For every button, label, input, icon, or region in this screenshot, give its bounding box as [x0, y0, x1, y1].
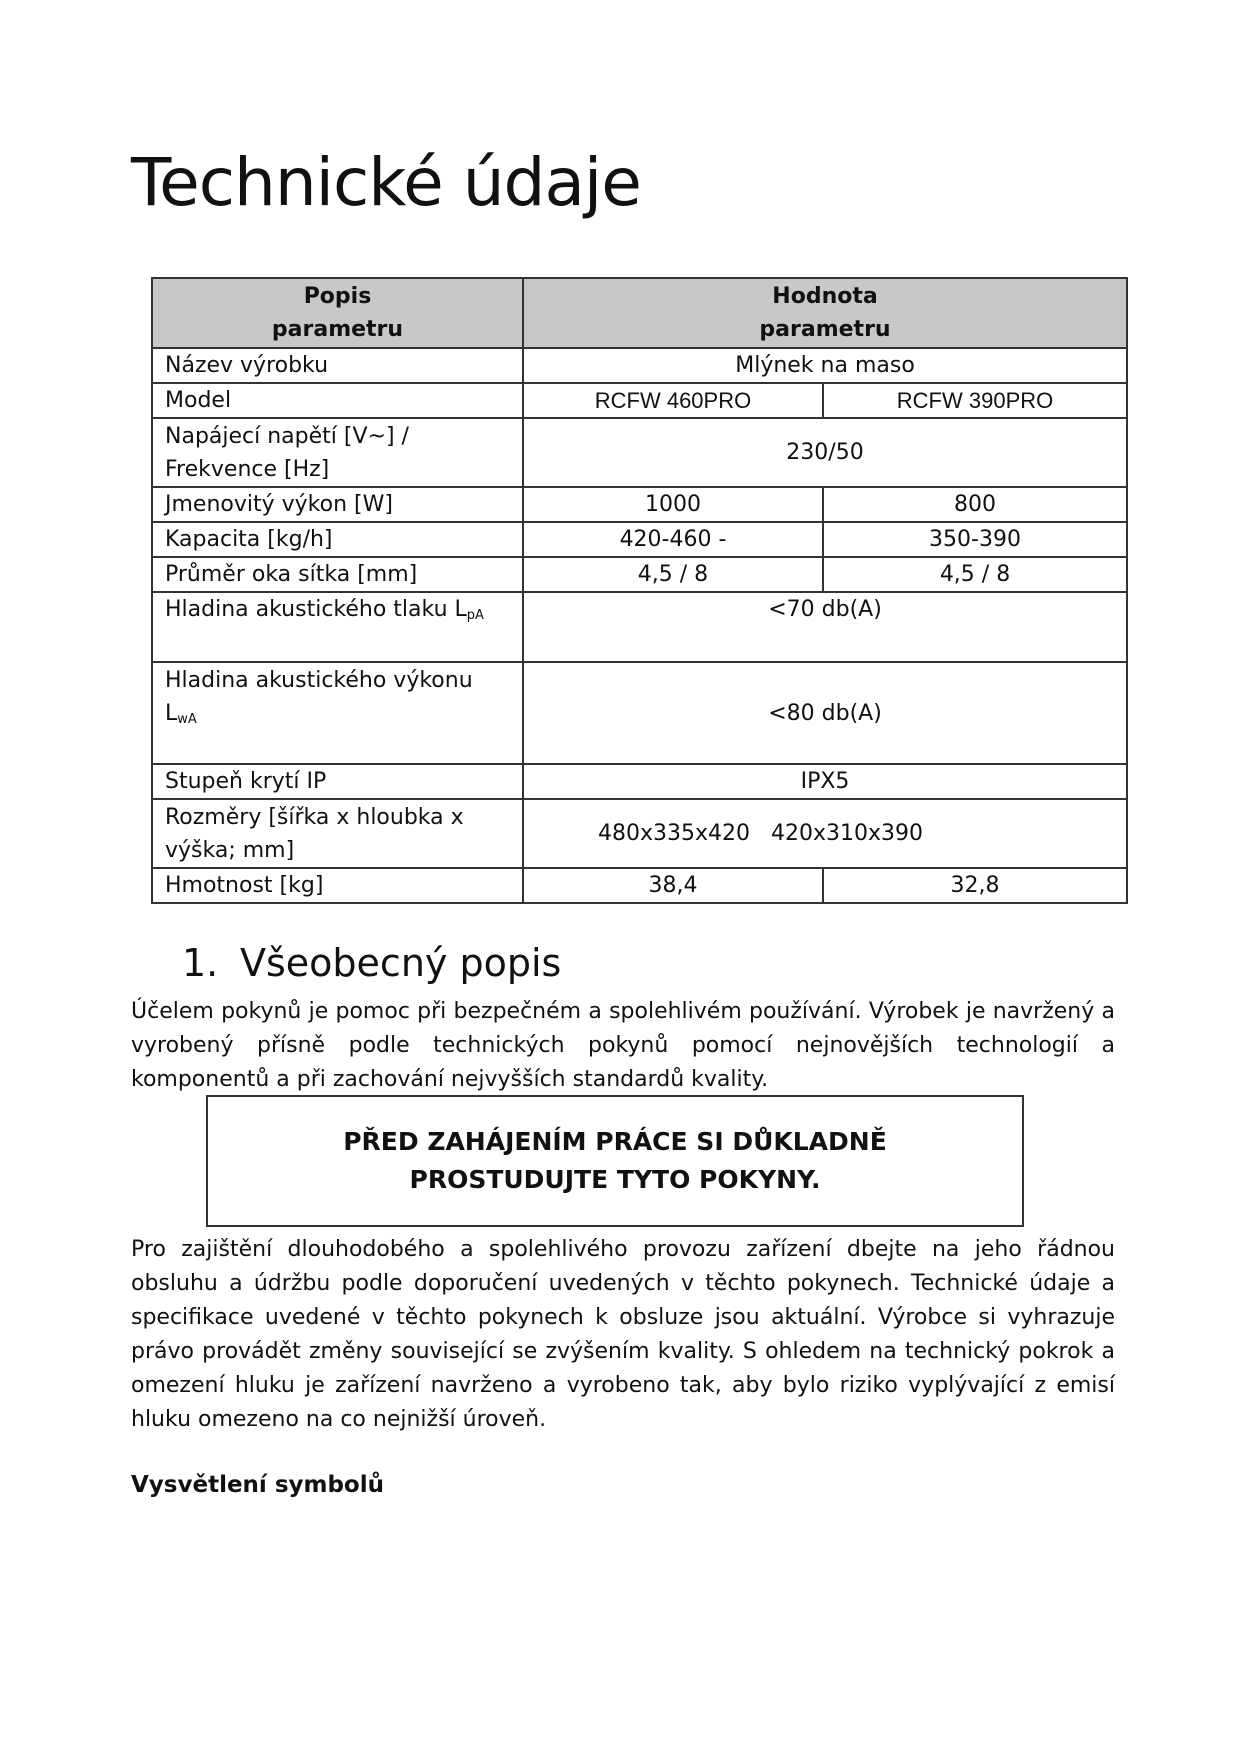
body-paragraph: Pro zajištění dlouhodobého a spolehlivého provozu zařízení dbejte na jeho řádnou obsluhu a údržbu podle doporučení uvedených v těchto pokynech. Technické údaje a specifikace uvedené v těchto pokynech k obsluze jsou aktuální. Výrobce si vyhrazuje právo provádět změny související se zvýšením kvality. S ohledem na technický pokrok a omezení hluku je zařízení navrženo a vyrobeno tak, aby bylo riziko vyplývající z emisí hluku omezeno na co nejnižší úroveň.: [131, 1237, 1115, 1432]
value-voltage: 230/50: [523, 418, 1127, 487]
warning-notice-box: [206, 1095, 1024, 1227]
label-product-name: Název výrobku: [152, 348, 523, 383]
table-header-row: [152, 278, 1127, 348]
row-ip: [152, 764, 1127, 799]
value-product-name: Mlýnek na maso: [523, 348, 1127, 383]
value-capacity-b: 350-390: [823, 522, 1127, 557]
row-sieve: [152, 557, 1127, 592]
value-sieve-b: 4,5 / 8: [823, 557, 1127, 592]
header-value: Hodnota parametru: [523, 278, 1127, 348]
row-dimensions: [152, 799, 1127, 868]
intro-paragraph: Účelem pokynů je pomoc při bezpečném a spolehlivém používání. Výrobek je navržený a vyrobený přísně podle technických pokynů pomocí nejnovějších technologií a komponentů a při zachování nejvyšších standardů kvality.: [131, 999, 1115, 1092]
section-number: 1.: [182, 941, 219, 985]
row-sound-pressure: [152, 592, 1127, 662]
label-capacity: Kapacita [kg/h]: [152, 522, 523, 557]
row-weight: [152, 868, 1127, 903]
row-power: [152, 487, 1127, 522]
label-dimensions: Rozměry [šířka x hloubka x výška; mm]: [152, 799, 523, 868]
label-sound-pressure: Hladina akustického tlaku $L_{pA}$: [152, 592, 523, 662]
notice-line-2: PROSTUDUJTE TYTO POKYNY.: [409, 1165, 821, 1194]
section-title: Všeobecný popis: [240, 941, 562, 985]
value-capacity-a: 420-460 -: [523, 522, 823, 557]
section-heading: [182, 941, 562, 985]
value-weight-b: 32,8: [823, 868, 1127, 903]
row-model: [152, 383, 1127, 418]
label-sieve: Průměr oka sítka [mm]: [152, 557, 523, 592]
value-dimensions-b: 420x310x390: [771, 821, 924, 846]
value-power-a: 1000: [523, 487, 823, 522]
value-power-b: 800: [823, 487, 1127, 522]
label-voltage: Napájecí napětí [V~] / Frekvence [Hz]: [152, 418, 523, 487]
label-power: Jmenovitý výkon [W]: [152, 487, 523, 522]
notice-line-1: PŘED ZAHÁJENÍM PRÁCE SI DŮKLADNĚ: [343, 1127, 887, 1156]
row-capacity: [152, 522, 1127, 557]
header-parameter: Popis parametru: [152, 278, 523, 348]
row-voltage: [152, 418, 1127, 487]
label-ip: Stupeň krytí IP: [152, 764, 523, 799]
label-weight: Hmotnost [kg]: [152, 868, 523, 903]
label-model: Model: [152, 383, 523, 418]
value-ip: IPX5: [523, 764, 1127, 799]
value-model-b: RCFW 390PRO: [823, 383, 1127, 418]
value-sieve-a: 4,5 / 8: [523, 557, 823, 592]
technical-data-table: [151, 277, 1128, 904]
row-sound-power: [152, 662, 1127, 764]
value-weight-a: 38,4: [523, 868, 823, 903]
row-product-name: [152, 348, 1127, 383]
value-model-a: RCFW 460PRO: [523, 383, 823, 418]
value-dimensions: [523, 799, 1127, 868]
symbols-heading: Vysvětlení symbolů: [131, 1472, 384, 1498]
page-title: Technické údaje: [131, 144, 641, 221]
value-sound-power: <80 db(A): [523, 662, 1127, 764]
value-sound-pressure: <70 db(A): [523, 592, 1127, 662]
label-sound-power: Hladina akustického výkonu $L_{wA}$: [152, 662, 523, 764]
value-dimensions-a: 480x335x420: [598, 821, 751, 846]
